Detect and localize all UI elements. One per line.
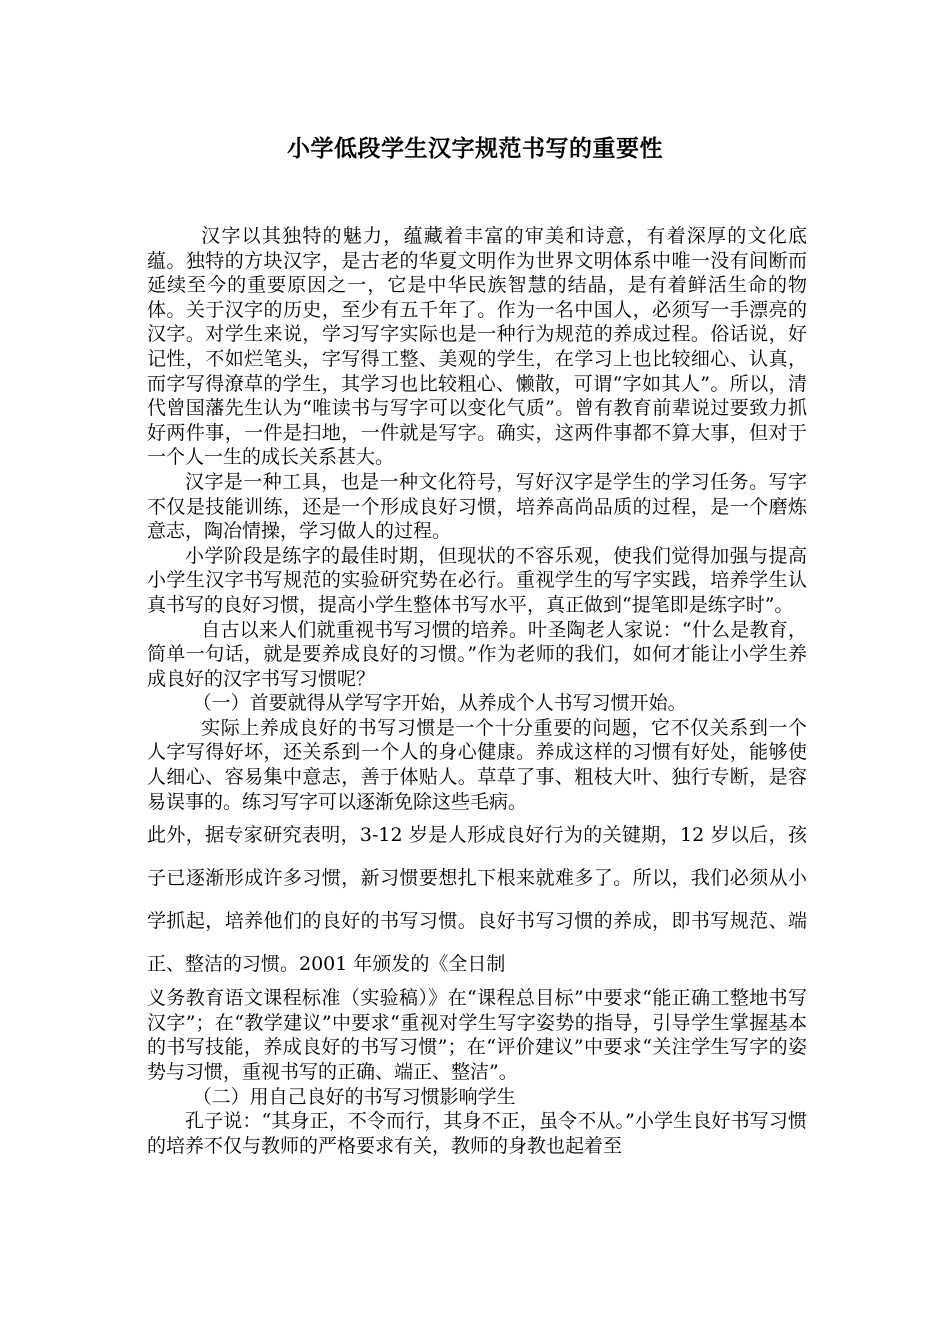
section-heading-2: （二）用自己良好的书写习惯影响学生 [192, 1085, 516, 1108]
paragraph-6: 此外，据专家研究表明，3-12 岁是人形成良好行为的关键期，12 岁以后，孩子已逐渐形成许多习惯，新习惯要想扎下根来就难多了。所以，我们必须从小学抓起，培养他们的良好的书写习惯。良好书写习惯的养成，即书写规范、端正、整洁的习惯。2001 年颁发的《全日制 [147, 824, 807, 976]
paragraph-2: 汉字是一种工具，也是一种文化符号，写好汉字是学生的学习任务。写字不仅是技能训练，还是一个形成良好习惯，培养高尚品质的过程，是一个磨炼意志，陶冶情操，学习做人的过程。 [147, 470, 807, 543]
document-body [147, 224, 807, 1158]
paragraph-1: 汉字以其独特的魅力，蕴藏着丰富的审美和诗意，有着深厚的文化底蕴。独特的方块汉字，是古老的华夏文明作为世界文明体系中唯一没有间断而延续至今的重要原因之一，它是中华民族智慧的结晶，是有着鲜活生命的物体。关于汉字的历史，至少有五千年了。作为一名中国人，必须写一手漂亮的汉字。对学生来说，学习写字实际也是一种行为规范的养成过程。俗话说，好记性，不如烂笔头，字写得工整、美观的学生，在学习上也比较细心、认真，而字写得潦草的学生，其学习也比较粗心、懒散，可谓“字如其人”。所以，清代曾国藩先生认为“唯读书与写字可以变化气质”。曾有教育前辈说过要致力抓好两件事，一件是扫地，一件就是写字。确实，这两件事都不算大事，但对于一个人一生的成长关系甚大。 [147, 225, 807, 469]
paragraph-7: 义务教育语文课程标准（实验稿）》在“课程总目标”中要求“能正确工整地书写汉字”；在“教学建议”中要求“重视对学生写字姿势的指导，引导学生掌握基本的书写技能，养成良好的书写习惯”；在“评价建议”中要求“关注学生写字的姿势与习惯，重视书写的正确、端正、整洁”。 [147, 987, 807, 1084]
paragraph-4: 自古以来人们就重视书写习惯的培养。叶圣陶老人家说：“什么是教育，简单一句话，就是要养成良好的习惯。”作为老师的我们，如何才能让小学生养成良好的汉字书写习惯呢？ [147, 618, 807, 690]
document-title: 小学低段学生汉字规范书写的重要性 [287, 135, 663, 162]
paragraph-5: 实际上养成良好的书写习惯是一个十分重要的问题，它不仅关系到一个人字写得好坏，还关系到一个人的身心健康。养成这样的习惯有好处，能够使人细心、容易集中意志，善于体贴人。草草了事、粗枝大叶、独行专断，是容易误事的。练习写字可以逐渐免除这些毛病。 [147, 716, 807, 813]
paragraph-3: 小学阶段是练字的最佳时期，但现状的不容乐观，使我们觉得加强与提高小学生汉字书写规范的实验研究势在必行。重视学生的写字实践，培养学生认真书写的良好习惯，提高小学生整体书写水平，真正做到“提笔即是练字时”。 [147, 544, 807, 616]
section-heading-1: （一）首要就得从学写字开始，从养成个人书写习惯开始。 [192, 692, 687, 715]
paragraph-8: 孔子说：“其身正，不令而行，其身不正，虽令不从。”小学生良好书写习惯的培养不仅与教师的严格要求有关，教师的身教也起着至 [147, 1110, 807, 1157]
